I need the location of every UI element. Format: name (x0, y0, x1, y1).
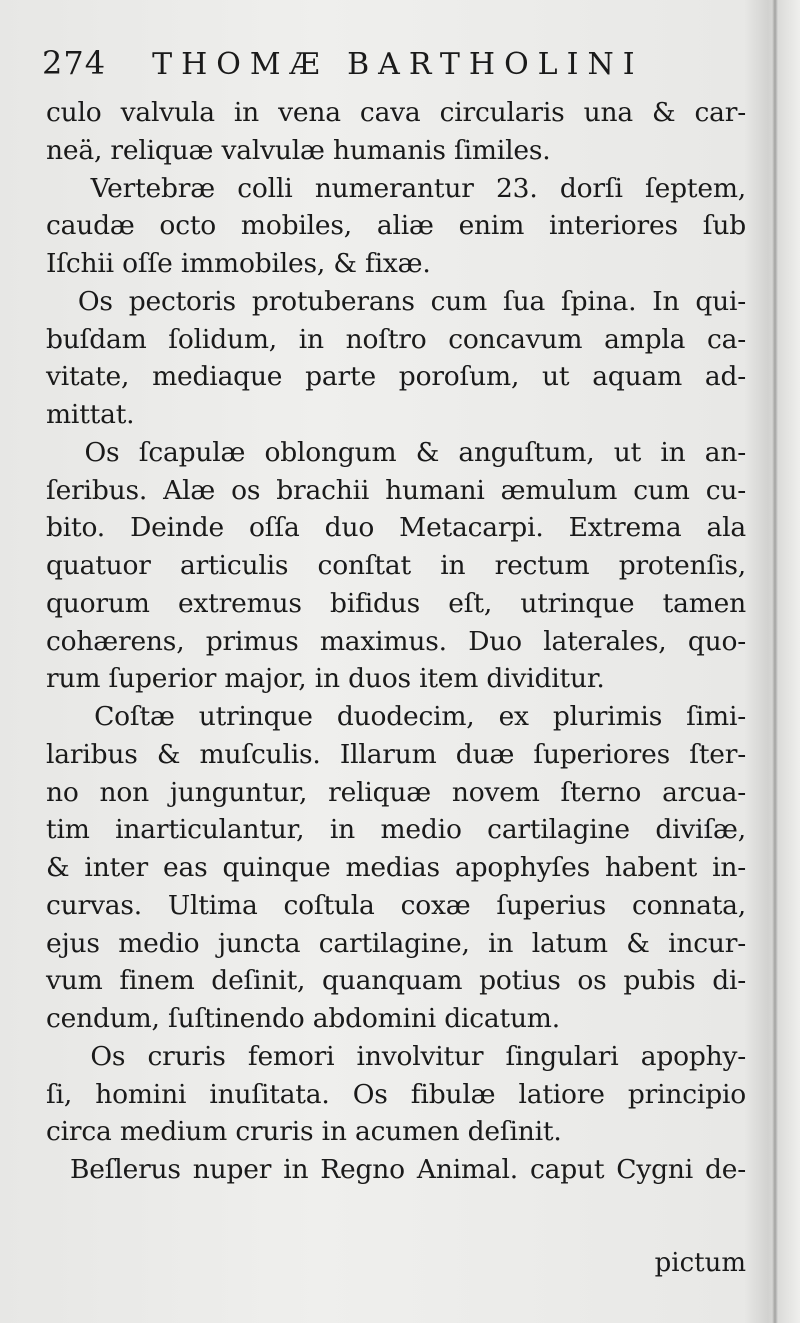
text-line: ejus medio juncta cartilagine, in latum & incur- (46, 927, 746, 959)
text-line: Os pectoris protuberans cum ſua ſpina. In qui- (46, 285, 746, 317)
text-line: no non junguntur, reliquæ novem ſterno arcua- (46, 776, 746, 808)
text-line: circa medium cruris in acumen deſinit. (46, 1116, 562, 1148)
text-line: vum finem deſinit, quanquam potius os pubis di- (46, 965, 746, 997)
text-line: rum ſuperior major, in duos item dividitur. (46, 663, 605, 695)
text-line: mittat. (46, 399, 135, 430)
page-gutter-shadow (772, 0, 778, 1323)
running-title: THOMÆ BARTHOLINI (152, 47, 644, 82)
catchword-line (46, 1248, 746, 1288)
text-line: bito. Deinde oſſa duo Metacarpi. Extrema ala (46, 512, 746, 544)
text-line: buſdam ſolidum, in noſtro concavum ampla ca- (46, 323, 746, 355)
text-line: cohærens, primus maximus. Duo laterales, quo- (46, 625, 746, 657)
page-header (42, 44, 762, 94)
text-line: Os cruris femori involvitur ſingulari apophy- (46, 1040, 746, 1072)
text-line: tim inarticulantur, in medio cartilagine diviſæ, (46, 814, 746, 846)
text-line: Coſtæ utrinque duodecim, ex plurimis ſimi- (46, 701, 746, 732)
text-line: curvas. Ultima coſtula coxæ ſuperius connata, (46, 889, 746, 921)
text-line: ſeribus. Alæ os brachii humani æmulum cum cu- (46, 474, 746, 506)
text-line: laribus & muſculis. Illarum duæ ſuperiores ſter- (46, 738, 746, 770)
page-number: 274 (42, 44, 107, 82)
text-line: quorum extremus bifidus eſt, utrinque tamen (46, 587, 746, 619)
text-line: & inter eas quinque medias apophyſes habent in- (46, 852, 746, 883)
text-line: caudæ octo mobiles, aliæ enim interiores ſub (46, 210, 746, 242)
text-line: Iſchii oſſe immobiles, & fixæ. (46, 248, 431, 279)
text-line: cendum, ſuſtinendo abdomini dicatum. (46, 1003, 560, 1034)
text-line: Vertebræ colli numerantur 23. dorſi ſeptem, (46, 172, 746, 204)
text-line: quatuor articulis conſtat in rectum protenſis, (46, 550, 746, 581)
text-line: culo valvula in vena cava circularis una & car- (46, 97, 746, 128)
text-line: neä, reliquæ valvulæ humanis ſimiles. (46, 134, 551, 166)
body-text (46, 94, 746, 1189)
text-line: ſi, homini inuſitata. Os fibulæ latiore principio (46, 1078, 746, 1110)
text-line: vitate, mediaque parte poroſum, ut aquam ad- (46, 361, 746, 393)
catchword: pictum (654, 1248, 746, 1278)
text-line: Os ſcapulæ oblongum & anguſtum, ut in an- (46, 436, 746, 468)
text-line: Beſlerus nuper in Regno Animal. caput Cygni de- (46, 1154, 746, 1185)
